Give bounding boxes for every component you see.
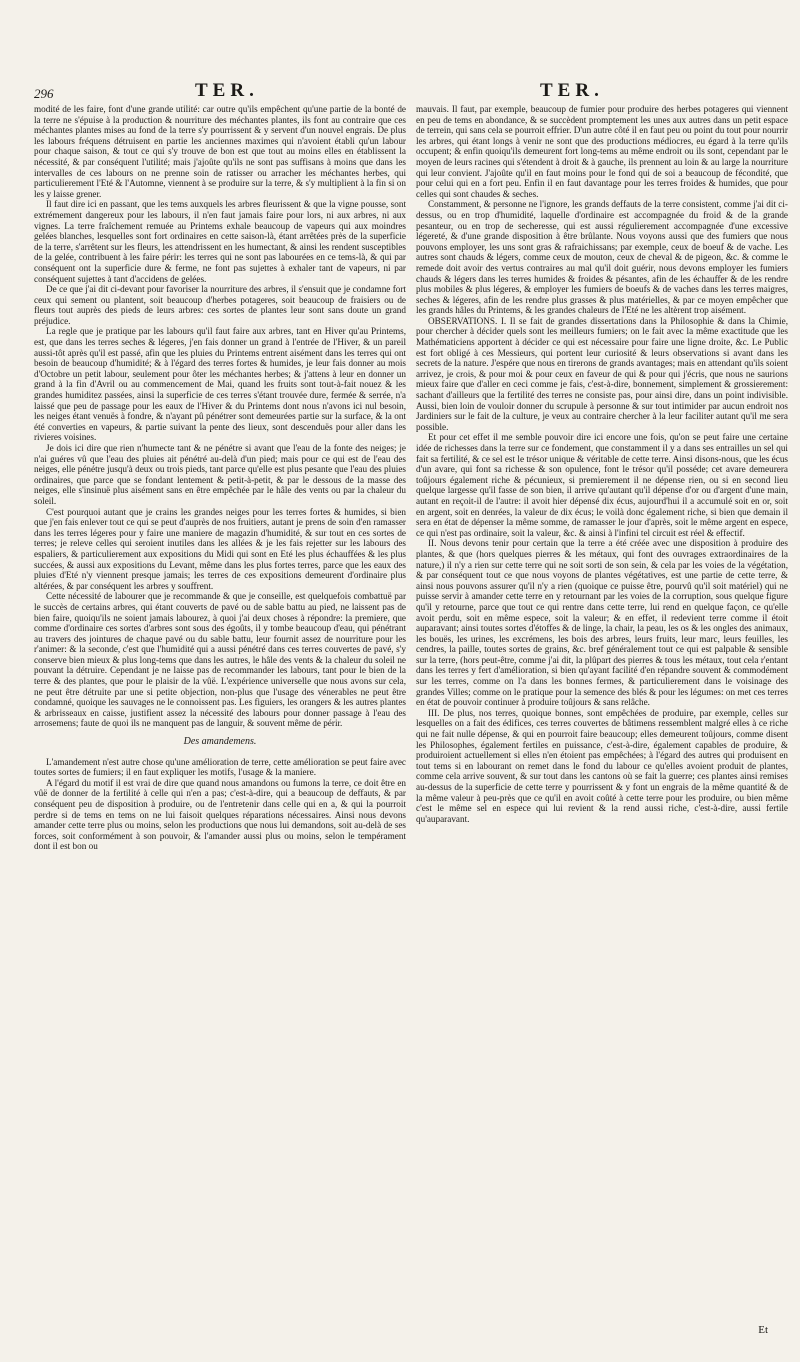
paragraph: De ce que j'ai dit ci-devant pour favoriser la nourriture des arbres, il s'ensuit que je condamne fort ceux qui sement ou plantent, soit beaucoup d'herbes potageres, soit beaucoup de fraisiers ou de fleurs tout auprès des pieds de leurs arbres: ces sortes de plantes leur sont sans doute un grand préjudice. <box>34 284 406 326</box>
paragraph: La regle que je pratique par les labours qu'il faut faire aux arbres, tant en Hiver qu'au Printems, est, que dans les terres seches & légeres, j'en fais donner un grand à l'entrée de l'Hiver, & un pareil aussi-tôt après qu'il est passé, afin que les pluies du Printems entrent aisément dans les terres qui ont besoin de beaucoup d'humidité; & à l'égard des terres fortes & humides, je leur fais donner au mois d'Octobre un petit labour, seulement pour ôter les méchantes herbes; & j'attens à leur en donner un grand à la fin d'Avril ou au commencement de Mai, quand les fruits sont tout-à-fait nouez & les grandes humiditez passées, ainsi la superficie de ces terres s'étant trouvée dure, fermée & serrée, n'a laissé que peu de passage pour les eaux de l'Hiver & du Printems dont nous n'avons ici nul besoin, les neiges étant venuës à fondre, & n'ayant pû pénétrer sont demeurées partie sur la surface, & la ont été converties en vapeurs, & partie suivant la pente des lieux, sont descenduës pour aller dans les rivieres voisines. <box>34 326 406 443</box>
paragraph: Constamment, & personne ne l'ignore, les grands deffauts de la terre consistent, comme j'ai dit ci-dessus, ou en trop d'humidité, laquelle d'ordinaire est accompagnée du froid & de la grande pesanteur, ou en trop de secheresse, qui est aussi régulierement accompagnée d'une excessive légereté, & d'une grande disposition à être brûlante. Nous voyons aussi que des fumiers que nous pouvons employer, les uns sont gras & rafraichissans; par exemple, ceux de boeuf & de vache. Les autres sont chauds & légers, comme ceux de mouton, ceux de cheval & de pigeon, &c. & comme le remede doit avoir des vertus contraires au mal qu'il doit guérir, nous devons employer les fumiers chauds & légers dans les terres humides & froides & pésantes, afin de les échauffer & de les rendre plus mobiles & plus légeres, & employer les fumiers de boeufs & de vaches dans les terres maigres, seches & légeres, afin de les rendre plus grasses & plus matérielles, & par ce moyen empêcher que les grands hâles du Printems, & les grandes chaleurs de l'Eté ne les altèrent trop aisément. <box>416 199 788 316</box>
paragraph: L'amandement n'est autre chose qu'une amélioration de terre, cette amélioration se peut faire avec toutes sortes de fumiers; il en faut expliquer les motifs, l'usage & la maniere. <box>34 756 406 778</box>
paragraph: III. De plus, nos terres, quoique bonnes, sont empêchées de produire, par exemple, celles sur lesquelles on a fait des édifices, ces terres couvertes de bâtimens ressemblent malgré elles à ce riche qui ne fait nulle dépense, & qui en pourroit faire beaucoup; elles demeurent toûjours, comme disent les Philosophes, également fertiles en puissance, c'est-à-dire, également capables de produire, & produiroient actuellement si elles n'en étoient pas empêchées; à l'égard des autres qui produisent en tout tems si en labourant on remet dans le fond du labour ce qu'elles avoient produit de plantes, comme cela arrive souvent, & sur tout dans les cantons où se fait la guerre; ces plantes ainsi remises au-dessus de la superficie de cette terre y pourrissent & y font un engrais de la même quantité & de la même valeur à peu-près que ce qu'il en avoit coûté à cette terre pour les produire, ou bien même c'est le même sel en espece qui lui revient & la rend aussi riche, c'est-à-dire, aussi fertile qu'auparavant. <box>416 707 788 824</box>
section-heading: Des amandemens. <box>183 736 257 748</box>
paragraph: Je dois ici dire que rien n'humecte tant & ne pénétre si avant que l'eau de la fonte des neiges; je n'ai guéres vû que l'eau des pluies ait pénétré au-delà d'un pied; mais pour ce qui est de l'eau des neiges, elle pénétre jusqu'à deux ou trois pieds, tant parce qu'elle est plus pesante que l'eau des pluies ordinaires, que parce que se fondant lentement & petit-à-petit, & par le dessous de la masse des neiges, elle s'insinuë plus aisément sans en être empêchée par le hâle des vents ou par la chaleur du soleil. <box>34 443 406 506</box>
paragraph: Il faut dire ici en passant, que les tems auxquels les arbres fleurissent & que la vigne pousse, sont extrémement dangereux pour les labours, il n'en faut jamais faire pour lors, ni aux arbres, ni aux vignes. La terre fraîchement remuée au Printems exhale beaucoup de vapeurs qui aux moindres gelées blanches, lesquelles sont fort ordinaires en cette saison-là, étant arrêtées près de la superficie de la terre, s'arrêtent sur les fleurs, les attendrissent en les humectant, & ainsi les rendent susceptibles de la gelée, contribuent à les faire périr: les terres qui ne sont pas labourées en ce tems-là, & qui par conséquent ont la superficie dure & ferme, ne font pas sujettes à exhaler tant de vapeurs, ni par conséquent sujettes à tant d'accidens de gelées. <box>34 199 406 284</box>
paragraph: modité de les faire, font d'une grande utilité: car outre qu'ils empêchent qu'une partie de la bonté de la terre ne s'épuise à la production & nourriture des méchantes plantes, ils font au contraire que ces méchantes plantes mises au fond de la terre s'y pourrissent & y servent d'un nouvel engrais. De plus les labours fréquens détruisent en partie les anciennes maximes qui n'avoient établi qu'un labour pour chaque saison, & tout ce qui s'y trouve de bon est que tout au moins elles en établissent la nécessité, & par conséquent l'utilité; mais j'ajoûte qu'ils ne sont pas suffisans à moins que dans les intervalles de ces labours on ne prenne soin de ratisser ou arracher les méchantes herbes, qui particulierement l'Eté & l'Automne, viennent à se produire sur la terre, & s'y multiplient à la fin si on les y laisse grener. <box>34 104 406 199</box>
paragraph: A l'égard du motif il est vrai de dire que quand nous amandons ou fumons la terre, ce doit être en vûë de donner de la fertilité à celle qui n'en a pas; c'est-à-dire, qui a beaucoup de deffauts, & par conséquent peu de disposition à produire, ou de l'entretenir dans celle qui en a, & qui la pourroit perdre si de tems en tems on ne lui faisoit quelques réparations nécessaires. Ainsi nous devons amander cette terre plus ou moins, selon les productions que nous lui demandons, soit au-delà de ses forces, soit conformément à son pouvoir, & l'amander aussi plus ou moins, selon le tempérament dont il est bon ou <box>34 777 406 852</box>
paragraph: Cette nécessité de labourer que je recommande & que je conseille, est quelquefois combattuë par le succès de certains arbres, qui étant couverts de pavé ou de sable battu au pied, ne laissent pas de bien faire, quoiqu'ils ne soient jamais labourez, à quoi j'ai deux choses à répondre: la premiere, que comme d'ordinaire ces sortes d'arbres sont sous des égoûts, il y tombe beaucoup d'eau, qui pénétrant au travers des jointures de chaque pavé ou du sable battu, leur fournit assez de nourriture pour les r'animer: & la seconde, c'est que l'humidité qui a aussi pénétré dans ces terres couvertes de pavé, s'y conserve bien mieux & plus long-tems que dans les autres, le hâle des vents & la chaleur du soleil ne pouvant la détruire. Cependant je ne laisse pas de recommander les labours, tant pour le bien de la terre & des plantes, que pour le plaisir de la vûë. L'expérience universelle que nous avons sur cela, ne peut être détruite par une si petite objection, non-plus que l'usage des vénerables ne peut être condamné, quoique les sauvages ne le connoissent pas. Les figuiers, les orangers & les autres plantes & arbrisseaux en caisse, justifient assez la nécessité des labours pour donner passage à l'eau des arrosemens; faute de quoi ils ne manquent pas de languir, & souvent même de périr. <box>34 591 406 729</box>
paragraph: C'est pourquoi autant que je crains les grandes neiges pour les terres fortes & humides, si bien que j'en fais enlever tout ce qui se peut d'auprès de nos fruitiers, autant je prens de soin d'en ramasser dans les terres légeres pour y faire une maniere de magazin d'humidité, & sur tout en ces sortes de terres; je releve celles qui seroient inutiles dans les allées & je les fais rejetter sur les labours des espaliers, & particulierement aux expositions du Midi qui sont en Eté les plus échauffées & les plus succées, & aussi aux expositions du Levant, même dans les plus fortes terres, parce que les eaux des pluies d'Eté n'y viennent presque jamais; les terres de ces expositions demeurent d'ordinaire plus altérées, & par conséquent les arbres y souffrent. <box>34 506 406 591</box>
paragraph: Et pour cet effet il me semble pouvoir dire ici encore une fois, qu'on se peut faire une certaine idée de richesses dans la terre sur ce fondement, que constamment il y a dans ses entrailles un sel qui fait sa fertilité, & ce sel est le trésor unique & véritable de cette terre. Ainsi disons-nous, que les écus d'un avare, qui font sa richesse & son opulence, font le trésor qu'il posséde; cet avare demeurera toûjours également riche & pécunieux, si premierement il ne dépense rien, ou si en second lieu quelque largesse qu'il fasse de son bien, il arrive qu'autant qu'il dépense d'or ou d'argent d'une main, autant en reçoit-il de l'autre: il avoit hier dépensé dix écus, aujourd'hui il a accumulé soit en or, soit en argent, soit en denrées, la valeur de dix écus; le voilà donc également riche, si bien que demain il sera en état de dépenser la même somme, de ramasser le jour d'après, soit le même argent en espece, ce qui n'est pas ordinaire, soit la valeur, &c. & ainsi à l'infini tel circuit est réel & effectif. <box>416 432 788 538</box>
running-head-right: TER. <box>540 80 604 101</box>
page-header <box>0 80 800 106</box>
running-head-left: TER. <box>195 80 259 101</box>
catchword: Et <box>758 1324 768 1336</box>
left-column <box>34 104 406 852</box>
paragraph: II. Nous devons tenir pour certain que la terre a été créée avec une disposition à produire des plantes, & que (hors quelques pierres & les métaux, qui font des ouvrages extraordinaires de la nature,) il n'y a rien sur cette terre qui ne soit sorti de son sein, & cela par les voies de la végétation, & par conséquent tout ce que nous voyons de plantes végétatives, est une partie de cette terre, & ainsi nous pouvons assurer qu'il n'y a rien (quoique ce puisse être, pourvû qu'il soit matériel) qui ne puisse servir à amander cette terre en y retournant par les voies de la corruption, sous quelque figure qu'il y retourne, parce que tout ce qui rentre dans cette terre, lui rend en quelque façon, ce qu'elle avoit perdu, soit en même espece, soit la valeur; & en effet, il redevient terre comme il étoit auparavant; ainsi toutes sortes d'étoffes & de linge, la chair, la peau, les os & les ongles des animaux, les bouës, les urines, les excrémens, les bois des arbres, leurs fruits, leur marc, leurs feuilles, les cendres, la paille, toutes sortes de grains, &c. bref généralement tout ce qui est palpable & sensible sur la terre, (hors peut-être, comme j'ai dit, la plûpart des pierres & tous les métaux, tout cela r'entant dans les terres y fert d'amélioration, si bien qu'ayant facilité d'en répandre souvent & commodément sur les terres, comme on l'a dans les bonnes fermes, & particulierement dans le voisinage des grandes Villes; comme on le pratique pour la semence des blés & pour les légumes: on met ces terres en état de pouvoir continuer à produire toûjours & sans relâche. <box>416 538 788 708</box>
paragraph: OBSERVATIONS. I. Il se fait de grandes dissertations dans la Philosophie & dans la Chimie, pour chercher à décider quels sont les meilleurs fumiers; on le fait avec la même exactitude que les Mathématiciens apportent à décider ce qui est nécessaire pour faire une ligne droite, &c. Le Public est fort obligé à ces Messieurs, qui portent leur curiosité & leurs observations si avant dans les secrets de la nature. J'espére que nous en tirerons de grands avantages; mais en attendant qu'ils soient arrivez, je crois, & pour moi & pour ceux en faveur de qui & pour qui j'écris, que nous ne saurions mieux faire que d'aller en ceci comme je fais, c'est-à-dire, bonnement, simplement & grossierement: sachant d'ailleurs que la fertilité des terres ne consiste pas, pour ainsi dire, dans un point indivisible. Aussi, bien loin de vouloir donner du scrupule à personne & sur tout intimider par aucun endroit nos Jardiniers sur le fait de la culture, je veux au contraire chercher à la leur faciliter autant qu'il me sera possible. <box>416 315 788 432</box>
page-number: 296 <box>34 86 54 101</box>
paragraph: mauvais. Il faut, par exemple, beaucoup de fumier pour produire des herbes potageres qui viennent en peu de tems en abondance, & se succèdent promptement les unes aux autres dans un petit espace de terrein, qui sans cela se pourroit effrier. D'un autre côté il en faut peu ou point du tout pour nourrir les arbres, qui étant longs à venir ne sont que des productions médiocres, eu égard à la terre qu'ils occupent; & enfin quoiqu'ils demeurent fort long-tems au même endroit ou ils sont, cependant par le moyen de leurs racines qui s'étendent à droit & à gauche, ils prennent au loin & au large la nourriture qui leur convient. J'ajoûte qu'il en faut moins pour le fond qui de soi a beaucoup de fécondité, que pour celui qui en a fort peu. Enfin il en faut davantage pour les terres froides & humides, que pour celles qui sont chaudes & seches. <box>416 104 788 199</box>
right-column <box>416 104 788 824</box>
